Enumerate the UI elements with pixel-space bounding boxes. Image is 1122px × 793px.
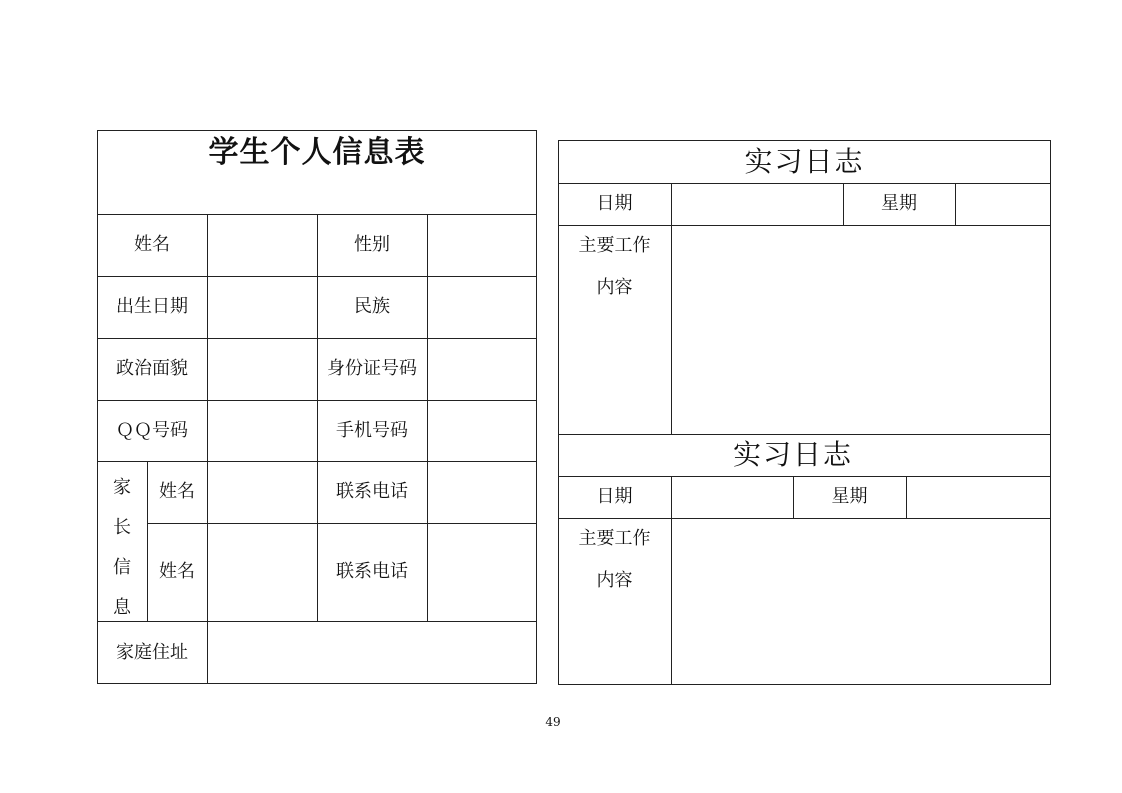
main-work-label-line2: 内容	[596, 570, 633, 591]
parent-name-label: 姓名	[159, 481, 195, 502]
parent-info-char: 信	[113, 557, 131, 578]
name-label: 姓名	[134, 234, 170, 255]
date-field[interactable]	[671, 476, 793, 518]
parent-info-char: 家	[113, 477, 131, 498]
date-label: 日期	[596, 486, 633, 507]
log-title: 实习日志	[732, 438, 853, 471]
parent-phone-field[interactable]	[427, 461, 537, 523]
ethnicity-label: 民族	[354, 296, 390, 317]
parent-info-char: 长	[113, 517, 131, 538]
date-label: 日期	[596, 193, 633, 214]
weekday-field[interactable]	[906, 476, 1051, 518]
page-number: 49	[545, 715, 561, 729]
home-address-label: 家庭住址	[116, 641, 188, 663]
weekday-field[interactable]	[955, 183, 1051, 225]
main-work-label-line2: 内容	[596, 277, 633, 298]
qq-number-field[interactable]	[207, 400, 317, 461]
name-field[interactable]	[207, 214, 317, 276]
parent-name-label: 姓名	[159, 561, 195, 582]
main-work-label	[558, 518, 671, 685]
political-status-label: 政治面貌	[116, 358, 188, 379]
main-work-label-line1: 主要工作	[578, 528, 651, 549]
qq-number-label: ＱＱ号码	[116, 419, 188, 441]
gender-label: 性别	[354, 234, 390, 255]
id-number-label: 身份证号码	[327, 358, 417, 379]
parent-name-field[interactable]	[207, 523, 317, 621]
date-field[interactable]	[671, 183, 843, 225]
parent-phone-label: 联系电话	[336, 561, 408, 582]
main-work-field[interactable]	[671, 225, 1051, 434]
ethnicity-field[interactable]	[427, 276, 537, 338]
main-work-label	[558, 225, 671, 434]
mobile-label: 手机号码	[336, 419, 408, 441]
parent-info-group-label	[97, 468, 147, 628]
main-work-label-line1: 主要工作	[578, 235, 651, 256]
parent-phone-field[interactable]	[427, 523, 537, 621]
parent-name-field[interactable]	[207, 461, 317, 523]
main-work-field[interactable]	[671, 518, 1051, 685]
home-address-field[interactable]	[207, 621, 537, 684]
parent-phone-label: 联系电话	[336, 481, 408, 502]
political-status-field[interactable]	[207, 338, 317, 400]
birth-date-field[interactable]	[207, 276, 317, 338]
form-title: 学生个人信息表	[208, 135, 426, 170]
weekday-label: 星期	[881, 193, 917, 214]
mobile-field[interactable]	[427, 400, 537, 461]
log-title: 实习日志	[744, 144, 865, 178]
gender-field[interactable]	[427, 214, 537, 276]
weekday-label: 星期	[831, 486, 868, 507]
parent-info-char: 息	[113, 597, 131, 618]
id-number-field[interactable]	[427, 338, 537, 400]
birth-date-label: 出生日期	[116, 296, 188, 317]
